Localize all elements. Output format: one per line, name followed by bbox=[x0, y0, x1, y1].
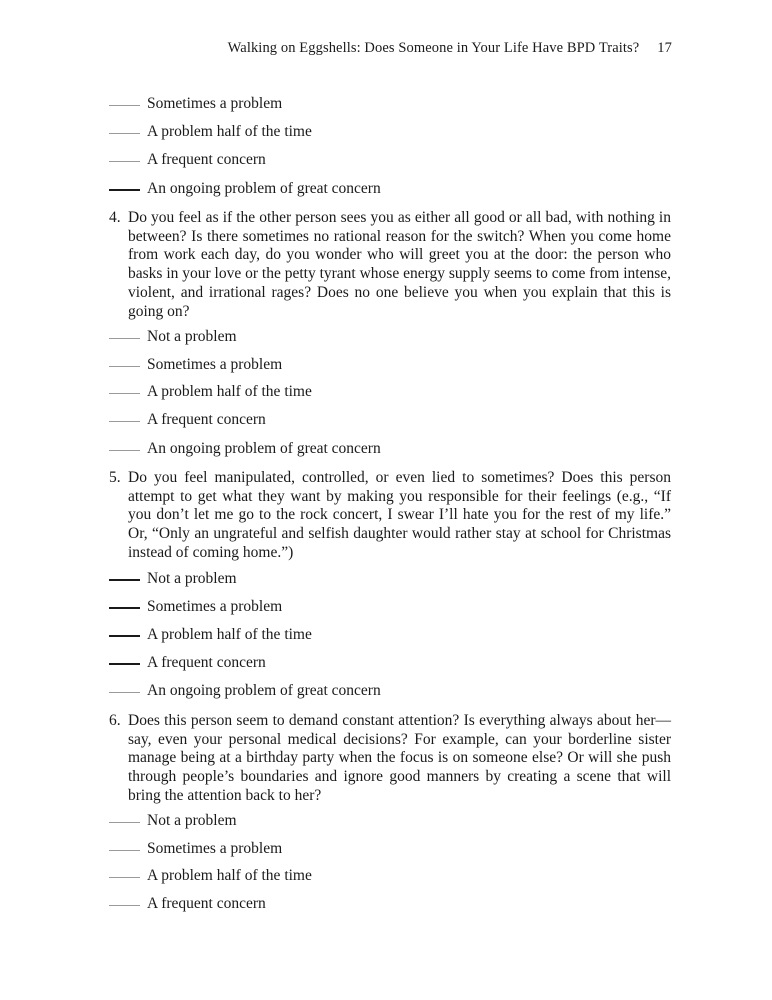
question-4 bbox=[109, 209, 671, 321]
option-label: Sometimes a problem bbox=[147, 840, 283, 857]
answer-blank[interactable] bbox=[109, 449, 140, 451]
answer-option bbox=[109, 382, 312, 402]
answer-option bbox=[109, 811, 237, 831]
option-label: A frequent concern bbox=[147, 411, 266, 428]
option-label: An ongoing problem of great concern bbox=[147, 180, 381, 197]
running-title: Walking on Eggshells: Does Someone in Your Life Have BPD Traits? bbox=[227, 40, 640, 56]
option-label: Sometimes a problem bbox=[147, 598, 283, 615]
option-label: Not a problem bbox=[147, 812, 237, 829]
running-header bbox=[110, 40, 672, 57]
answer-option bbox=[109, 179, 381, 199]
answer-option bbox=[109, 327, 237, 347]
answer-blank[interactable] bbox=[109, 188, 140, 191]
answer-option bbox=[109, 150, 266, 170]
option-label: A problem half of the time bbox=[147, 383, 312, 400]
option-label: A frequent concern bbox=[147, 151, 266, 168]
answer-blank[interactable] bbox=[109, 104, 140, 106]
option-label: Sometimes a problem bbox=[147, 95, 283, 112]
page-number: 17 bbox=[657, 40, 672, 56]
answer-option bbox=[109, 894, 266, 914]
answer-blank[interactable] bbox=[109, 132, 140, 134]
option-label: A problem half of the time bbox=[147, 123, 312, 140]
answer-blank[interactable] bbox=[109, 876, 140, 878]
answer-option bbox=[109, 439, 381, 459]
answer-option bbox=[109, 355, 282, 375]
answer-blank[interactable] bbox=[109, 160, 140, 162]
question-text: Do you feel manipulated, controlled, or even lied to sometimes? Does this person attempt to get what they want by making you responsible for their feelings (e.g., “If you don’t let me go to the rock concert, I swear I’ll hate you for the rest of my life.” Or, “Only an ungrateful and selfish daughter would rather stay at school for Christmas instead of coming home.”) bbox=[128, 469, 671, 561]
answer-option bbox=[109, 94, 282, 114]
option-label: An ongoing problem of great concern bbox=[147, 682, 381, 699]
answer-option bbox=[109, 569, 237, 589]
option-label: A problem half of the time bbox=[147, 626, 312, 643]
answer-blank[interactable] bbox=[109, 578, 140, 581]
answer-blank[interactable] bbox=[109, 337, 140, 339]
option-label: A frequent concern bbox=[147, 895, 266, 912]
answer-blank[interactable] bbox=[109, 691, 140, 693]
answer-blank[interactable] bbox=[109, 662, 140, 665]
answer-blank[interactable] bbox=[109, 904, 140, 906]
answer-option bbox=[109, 625, 312, 645]
question-text: Do you feel as if the other person sees you as either all good or all bad, with nothing in between? Is there sometimes no rational reason for the switch? When you come home from work each day, do you wonder who will greet you at the door: the person who basks in your love or the petty tyrant whose energy supply seems to come from intense, violent, and irrational rages? Does no one believe you when you explain that this is going on? bbox=[128, 209, 671, 320]
answer-option bbox=[109, 597, 282, 617]
option-label: A frequent concern bbox=[147, 654, 266, 671]
question-5 bbox=[109, 469, 671, 563]
question-6 bbox=[109, 712, 671, 806]
option-label: Not a problem bbox=[147, 570, 237, 587]
question-number: 4. bbox=[109, 209, 121, 226]
question-number: 5. bbox=[109, 469, 121, 486]
answer-blank[interactable] bbox=[109, 420, 140, 422]
answer-option bbox=[109, 410, 266, 430]
answer-blank[interactable] bbox=[109, 849, 140, 851]
answer-option bbox=[109, 122, 312, 142]
answer-blank[interactable] bbox=[109, 821, 140, 823]
answer-option bbox=[109, 866, 312, 886]
option-label: Sometimes a problem bbox=[147, 356, 283, 373]
answer-blank[interactable] bbox=[109, 365, 140, 367]
answer-blank[interactable] bbox=[109, 634, 140, 637]
answer-blank[interactable] bbox=[109, 606, 140, 609]
question-number: 6. bbox=[109, 712, 121, 729]
answer-option bbox=[109, 839, 282, 859]
option-label: A problem half of the time bbox=[147, 867, 312, 884]
question-text: Does this person seem to demand constant attention? Is everything always about her—say, even your personal medical decisions? For example, can your borderline sister manage being at a birthday party when the focus is on someone else? Or will she push through people’s boundaries and ignore good manners by creating a scene that will bring the attention back to her? bbox=[128, 712, 671, 804]
answer-option bbox=[109, 681, 381, 701]
answer-blank[interactable] bbox=[109, 392, 140, 394]
option-label: An ongoing problem of great concern bbox=[147, 440, 381, 457]
answer-option bbox=[109, 653, 266, 673]
option-label: Not a problem bbox=[147, 328, 237, 345]
